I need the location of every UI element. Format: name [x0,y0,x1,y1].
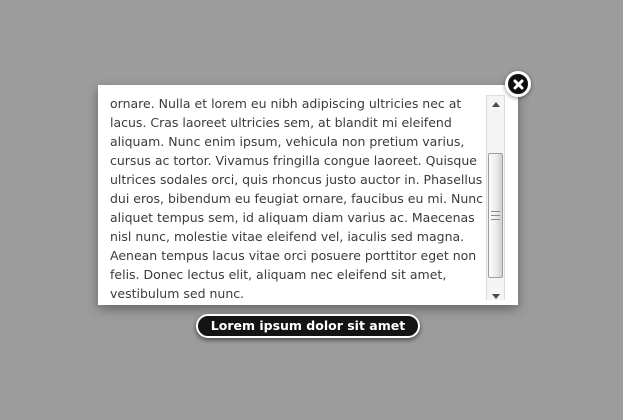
triangle-down-icon [492,294,500,299]
button-row [98,314,518,338]
scroll-down-button[interactable] [487,288,504,300]
close-icon [513,79,524,90]
grip-lines-icon [491,211,500,221]
scrollable-text-area[interactable] [104,90,512,300]
lightbox-modal [98,85,518,305]
scroll-up-button[interactable] [487,96,504,112]
modal-text: ornare. Nulla et lorem eu nibh adipiscing ultricies nec at lacus. Cras laoreet ultricies sem, at blandit mi eleifend aliquam. Nunc enim ipsum, vehicula non pretium varius, cursus ac tortor. Vivamus fringilla congue laoreet. Quisque ultrices sodales orci, quis rhoncus justo auctor in. Phasellus dui eros, bibendum eu feugiat ornare, faucibus eu mi. Nunc aliquet tempus sem, id aliquam diam varius ac. Maecenas nisl nunc, molestie vitae eleifend vel, iaculis sed magna. Aenean tempus lacus vitae orci posuere porttitor eget non felis. Donec lectus elit, aliquam nec eleifend sit amet, vestibulum sed nunc. [110,96,484,300]
close-button[interactable] [505,71,531,97]
lorem-ipsum-button[interactable]: Lorem ipsum dolor sit amet [196,314,420,338]
scrollbar-thumb[interactable] [488,153,503,278]
vertical-scrollbar[interactable] [486,95,505,300]
triangle-up-icon [492,102,500,107]
